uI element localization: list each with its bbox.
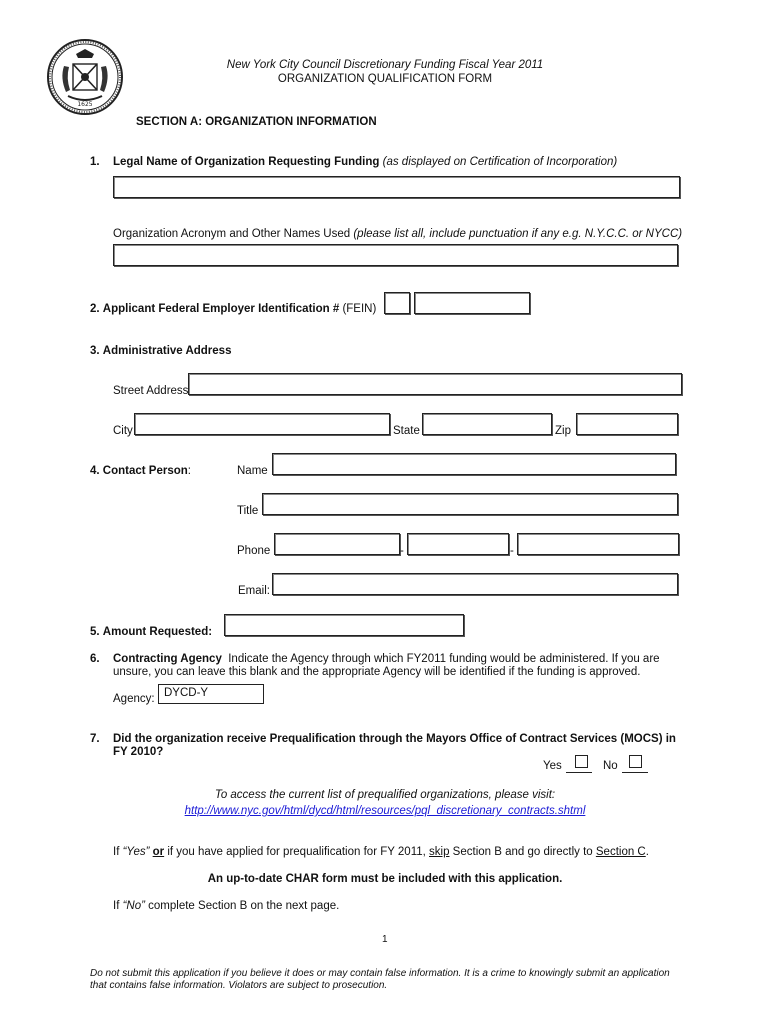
acronym-label: Organization Acronym and Other Names Used bbox=[113, 228, 351, 240]
yes-label: Yes bbox=[543, 760, 562, 772]
q1-number: 1. bbox=[90, 156, 100, 168]
acronym-note: (please list all, include punctuation if any e.g. N.Y.C.C. or NYCC) bbox=[353, 228, 683, 240]
page-number: 1 bbox=[382, 934, 388, 945]
q5-label-row bbox=[90, 626, 212, 638]
contact-name-input[interactable] bbox=[272, 453, 676, 475]
if-yes-or: or bbox=[152, 846, 165, 858]
acronym-label-row bbox=[113, 228, 682, 240]
if-no-suffix: complete Section B on the next page. bbox=[144, 900, 340, 912]
fein-number-input[interactable] bbox=[414, 292, 530, 314]
section-a-title: SECTION A: ORGANIZATION INFORMATION bbox=[136, 116, 377, 128]
svg-text:1625: 1625 bbox=[77, 101, 93, 108]
if-yes-period: . bbox=[645, 846, 649, 858]
header-title: New York City Council Discretionary Funding Fiscal Year 2011 bbox=[226, 59, 544, 71]
q2-label: Applicant Federal Employer Identification # bbox=[102, 303, 340, 315]
contact-name-label: Name bbox=[237, 465, 268, 477]
amount-input[interactable] bbox=[224, 614, 464, 636]
q6-text-line2: unsure, you can leave this blank and the appropriate Agency will be identified if the funding is approved. bbox=[113, 666, 641, 678]
q6-number: 6. bbox=[90, 653, 100, 665]
if-yes-middle: if you have applied for prequalification for FY 2011, bbox=[164, 846, 430, 858]
zip-input[interactable] bbox=[576, 413, 678, 435]
if-yes-instruction bbox=[113, 846, 649, 858]
q3-number: 3. bbox=[90, 345, 100, 357]
zip-label: Zip bbox=[555, 425, 571, 437]
prequalified-list-link[interactable]: http://www.nyc.gov/html/dycd/html/resources/pql_discretionary_contracts.shtml bbox=[184, 805, 586, 817]
state-label: State bbox=[393, 425, 420, 437]
fein-prefix-input[interactable] bbox=[384, 292, 410, 314]
street-input[interactable] bbox=[188, 373, 682, 395]
q6-label: Contracting Agency bbox=[113, 653, 222, 665]
q7-question-line2: FY 2010? bbox=[113, 746, 164, 758]
q2-label-row bbox=[90, 303, 376, 315]
if-yes-quote: “Yes” bbox=[122, 846, 150, 858]
phone-area-input[interactable] bbox=[274, 533, 400, 555]
email-label: Email: bbox=[238, 585, 270, 597]
phone-line-input[interactable] bbox=[517, 533, 679, 555]
email-input[interactable] bbox=[272, 573, 678, 595]
contact-title-label: Title bbox=[237, 505, 259, 517]
if-yes-prefix: If bbox=[113, 846, 123, 858]
phone-label: Phone bbox=[237, 545, 271, 557]
agency-input[interactable] bbox=[158, 684, 264, 704]
q4-number: 4. bbox=[90, 465, 100, 477]
no-label: No bbox=[603, 760, 618, 772]
q3-label-row bbox=[90, 345, 231, 357]
if-yes-direction: Section B and go directly to bbox=[449, 846, 596, 858]
city-label: City bbox=[113, 425, 133, 437]
phone-dash-2: - bbox=[510, 545, 514, 557]
disclaimer-line1: Do not submit this application if you believe it does or may contain false information. It is a crime to knowingly submit an application bbox=[90, 968, 670, 979]
access-text: To access the current list of prequalified organizations, please visit: bbox=[214, 789, 556, 801]
q2-number: 2. bbox=[90, 303, 100, 315]
q1-label-row bbox=[113, 156, 617, 168]
q3-label: Administrative Address bbox=[102, 345, 232, 357]
if-no-instruction bbox=[113, 900, 339, 912]
phone-dash-1: - bbox=[400, 545, 404, 557]
q1-label: Legal Name of Organization Requesting Funding bbox=[113, 156, 380, 168]
street-label: Street Address bbox=[113, 385, 189, 397]
q2-suffix: (FEIN) bbox=[342, 303, 377, 315]
if-no-quote: “No” bbox=[122, 900, 145, 912]
q7-question-line1: Did the organization receive Prequalification through the Mayors Office of Contract Services (MOCS) in bbox=[113, 733, 676, 745]
q6-text bbox=[113, 653, 673, 665]
acronym-input[interactable] bbox=[113, 244, 678, 266]
q5-label: Amount Requested: bbox=[102, 626, 213, 638]
no-checkbox[interactable] bbox=[629, 755, 642, 768]
q7-number: 7. bbox=[90, 733, 100, 745]
if-no-prefix: If bbox=[113, 900, 123, 912]
prequalified-link-row bbox=[0, 805, 770, 817]
phone-prefix-input[interactable] bbox=[407, 533, 509, 555]
yes-checkbox[interactable] bbox=[575, 755, 588, 768]
header-subtitle: ORGANIZATION QUALIFICATION FORM bbox=[277, 73, 493, 85]
agency-value: DYCD-Y bbox=[164, 687, 209, 699]
disclaimer-line2: that contains false information. Violators are subject to prosecution. bbox=[90, 980, 388, 991]
q4-colon: : bbox=[187, 465, 191, 477]
q6-text-line1: Indicate the Agency through which FY2011 funding would be administered. If you are bbox=[228, 653, 660, 665]
q5-number: 5. bbox=[90, 626, 100, 638]
state-input[interactable] bbox=[422, 413, 552, 435]
skip-text: skip bbox=[429, 846, 450, 858]
section-c-text: Section C bbox=[595, 846, 646, 858]
char-form-note: An up-to-date CHAR form must be included with this application. bbox=[207, 873, 563, 885]
q1-note: (as displayed on Certification of Incorporation) bbox=[382, 156, 618, 168]
contact-title-input[interactable] bbox=[262, 493, 678, 515]
q4-label: Contact Person bbox=[102, 465, 188, 477]
q4-label-row bbox=[90, 465, 191, 477]
agency-label: Agency: bbox=[113, 693, 155, 705]
city-input[interactable] bbox=[134, 413, 390, 435]
legal-name-input[interactable] bbox=[113, 176, 680, 198]
